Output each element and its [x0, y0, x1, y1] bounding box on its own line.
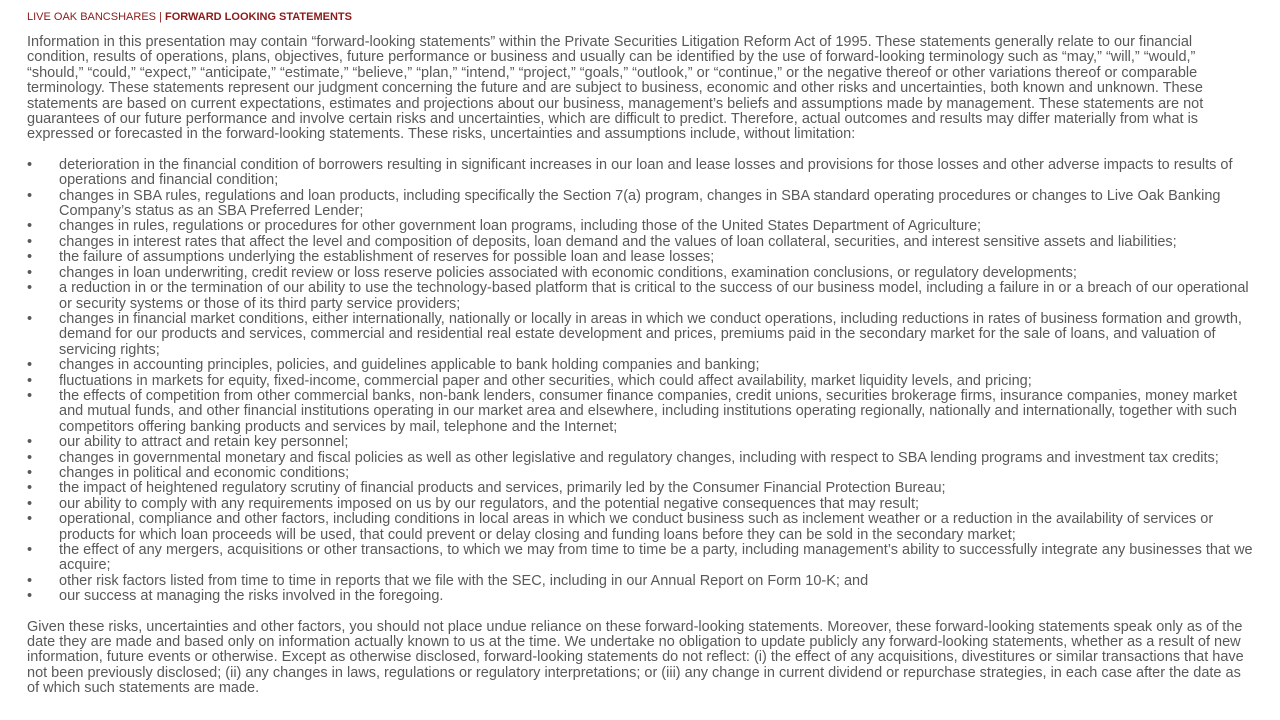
list-item-text: the effect of any mergers, acquisitions or other transactions, to which we may from time to time be a party, including management’s ability to successfully integrate any businesses that we acquire;	[59, 542, 1253, 574]
list-item-text: changes in loan underwriting, credit review or loss reserve policies associated with economic conditions, examination conclusions, or regulatory developments;	[59, 264, 1077, 281]
section-title: FORWARD LOOKING STATEMENTS	[164, 11, 352, 23]
bullet-dot: •	[27, 264, 33, 281]
bullet-dot: •	[27, 449, 33, 466]
list-item-text: changes in accounting principles, policies, and guidelines applicable to bank holding companies and banking;	[59, 357, 760, 374]
bullet-dot: •	[27, 249, 33, 266]
bullet-dot: •	[27, 572, 33, 589]
bullet-dot: •	[27, 588, 33, 605]
bullet-dot: •	[27, 310, 33, 327]
list-item	[27, 389, 1255, 435]
bullet-dot: •	[27, 187, 33, 204]
bullet-dot: •	[27, 280, 33, 297]
list-item	[27, 358, 1255, 373]
header-separator: |	[156, 11, 165, 23]
intro-paragraph: Information in this presentation may contain “forward-looking statements” within the Private Securities Litigation Reform Act of 1995. These statements generally relate to our financial condition, results of operations, plans, objectives, future performance or business and usually can be identified by the use of forward-looking terminology such as “may,” “will,” “would,” “should,” “could,” “expect,” “anticipate,” “estimate,” “believe,” “plan,” “intend,” “project,” “goals,” “outlook,” or “continue,” or the negative thereof or other variations thereof or comparable terminology. These statements represent our judgment concerning the future and are subject to business, economic and other risks and uncertainties, both known and unknown. These statements are based on current expectations, estimates and projections about our business, management’s beliefs and assumptions made by management. These statements are not guarantees of our future performance and involve certain risks and uncertainties, which are difficult to predict. Therefore, actual outcomes and results may differ materially from what is expressed or forecasted in the forward-looking statements. These risks, uncertainties and assumptions include, without limitation:	[27, 34, 1204, 143]
list-item-text: changes in governmental monetary and fiscal policies as well as other legislative and regulatory changes, including with respect to SBA lending programs and investment tax credits;	[59, 449, 1219, 466]
list-item	[27, 266, 1255, 281]
disclaimer-content	[27, 35, 1255, 697]
list-item	[27, 158, 1255, 189]
list-item-text: the failure of assumptions underlying the establishment of reserves for possible loan and lease losses;	[59, 249, 715, 266]
list-item-text: changes in financial market conditions, either internationally, nationally or locally in areas in which we conduct operations, including reductions in rates of business formation and growth, demand for our products and services, commercial and residential real estate development and prices, premiums paid in the secondary market for the sale of loans, and valuation of servicing rights;	[59, 310, 1242, 358]
list-item	[27, 512, 1255, 543]
list-item-text: changes in political and economic conditions;	[59, 464, 350, 481]
bullet-dot: •	[27, 233, 33, 250]
list-item-text: our ability to comply with any requirements imposed on us by our regulators, and the potential negative consequences that may result;	[59, 495, 920, 512]
list-item-text: fluctuations in markets for equity, fixed-income, commercial paper and other securities, which could affect availability, market liquidity levels, and pricing;	[59, 372, 1032, 389]
company-name: LIVE OAK BANCSHARES	[27, 11, 156, 23]
bullet-dot: •	[27, 357, 33, 374]
list-item-text: the impact of heightened regulatory scrutiny of financial products and services, primarily led by the Consumer Financial Protection Bureau;	[59, 480, 946, 497]
bullet-dot: •	[27, 387, 33, 404]
bullet-dot: •	[27, 542, 33, 558]
list-item	[27, 574, 1255, 589]
bullet-dot: •	[27, 480, 33, 497]
list-item	[27, 589, 1255, 604]
bullet-dot: •	[27, 464, 33, 481]
closing-paragraph: Given these risks, uncertainties and other factors, you should not place undue reliance on these forward-looking statements. Moreover, these forward-looking statements speak only as of the date they are made and based only on information actually known to us at the time. We undertake no obligation to update publicly any forward-looking statements, whether as a result of new information, future events or otherwise. Except as otherwise disclosed, forward-looking statements do not reflect: (i) the effect of any acquisitions, divestitures or similar transactions that have not been previously disclosed; (ii) any changes in laws, regulations or regulatory interpretations; or (iii) any change in current dividend or repurchase strategies, in each case after the date as of which such statements are made.	[27, 618, 1244, 697]
list-item	[27, 543, 1255, 574]
list-item-text: other risk factors listed from time to time in reports that we file with the SEC, including in our Annual Report on Form 10-K; and	[59, 572, 869, 589]
bullet-dot: •	[27, 511, 33, 528]
bullet-dot: •	[27, 218, 33, 235]
list-item-text: operational, compliance and other factors, including conditions in local areas in which we conduct business such as inclement weather or a reduction in the availability of services or products for which loan proceeds will be used, that could prevent or delay closing and funding loans before they can be sold in the secondary market;	[59, 511, 1214, 543]
list-item	[27, 189, 1255, 220]
risk-factor-list	[27, 158, 1255, 605]
bullet-dot: •	[27, 156, 33, 173]
list-item-text: changes in rules, regulations or procedures for other government loan programs, including those of the United States Department of Agriculture;	[59, 218, 982, 235]
list-item-text: changes in SBA rules, regulations and loan products, including specifically the Section 7(a) program, changes in SBA standard operating procedures or changes to Live Oak Banking Company’s status as an SBA Preferred Lender;	[59, 187, 1221, 220]
bullet-dot: •	[27, 372, 33, 389]
list-item	[27, 435, 1255, 450]
list-item-text: deterioration in the financial condition of borrowers resulting in significant increases in our loan and lease losses and provisions for those losses and other adverse impacts to results of operations and financial condition;	[59, 156, 1233, 189]
list-item	[27, 374, 1255, 389]
list-item	[27, 219, 1255, 234]
list-item-text: changes in interest rates that affect the level and composition of deposits, loan demand and the values of loan collateral, securities, and interest sensitive assets and liabilities;	[59, 233, 1177, 250]
list-item	[27, 466, 1255, 481]
bullet-dot: •	[27, 434, 33, 451]
slide-header	[27, 11, 352, 23]
list-item-text: our success at managing the risks involved in the foregoing.	[59, 588, 444, 605]
list-item	[27, 451, 1255, 466]
list-item	[27, 497, 1255, 512]
list-item	[27, 250, 1255, 265]
list-item	[27, 312, 1255, 358]
list-item-text: the effects of competition from other commercial banks, non-bank lenders, consumer finance companies, credit unions, securities brokerage firms, insurance companies, money market and mutual funds, and other financial institutions operating in our market area and elsewhere, including institutions operating regionally, nationally and internationally, together with such competitors offering banking products and services by mail, telephone and the Internet;	[59, 387, 1238, 435]
list-item	[27, 281, 1255, 312]
list-item	[27, 481, 1255, 496]
list-item	[27, 235, 1255, 250]
bullet-dot: •	[27, 495, 33, 512]
list-item-text: a reduction in or the termination of our ability to use the technology-based platform that is critical to the success of our business model, including a failure in or a breach of our operational or security systems or those of its third party service providers;	[59, 280, 1249, 312]
list-item-text: our ability to attract and retain key personnel;	[59, 434, 349, 451]
